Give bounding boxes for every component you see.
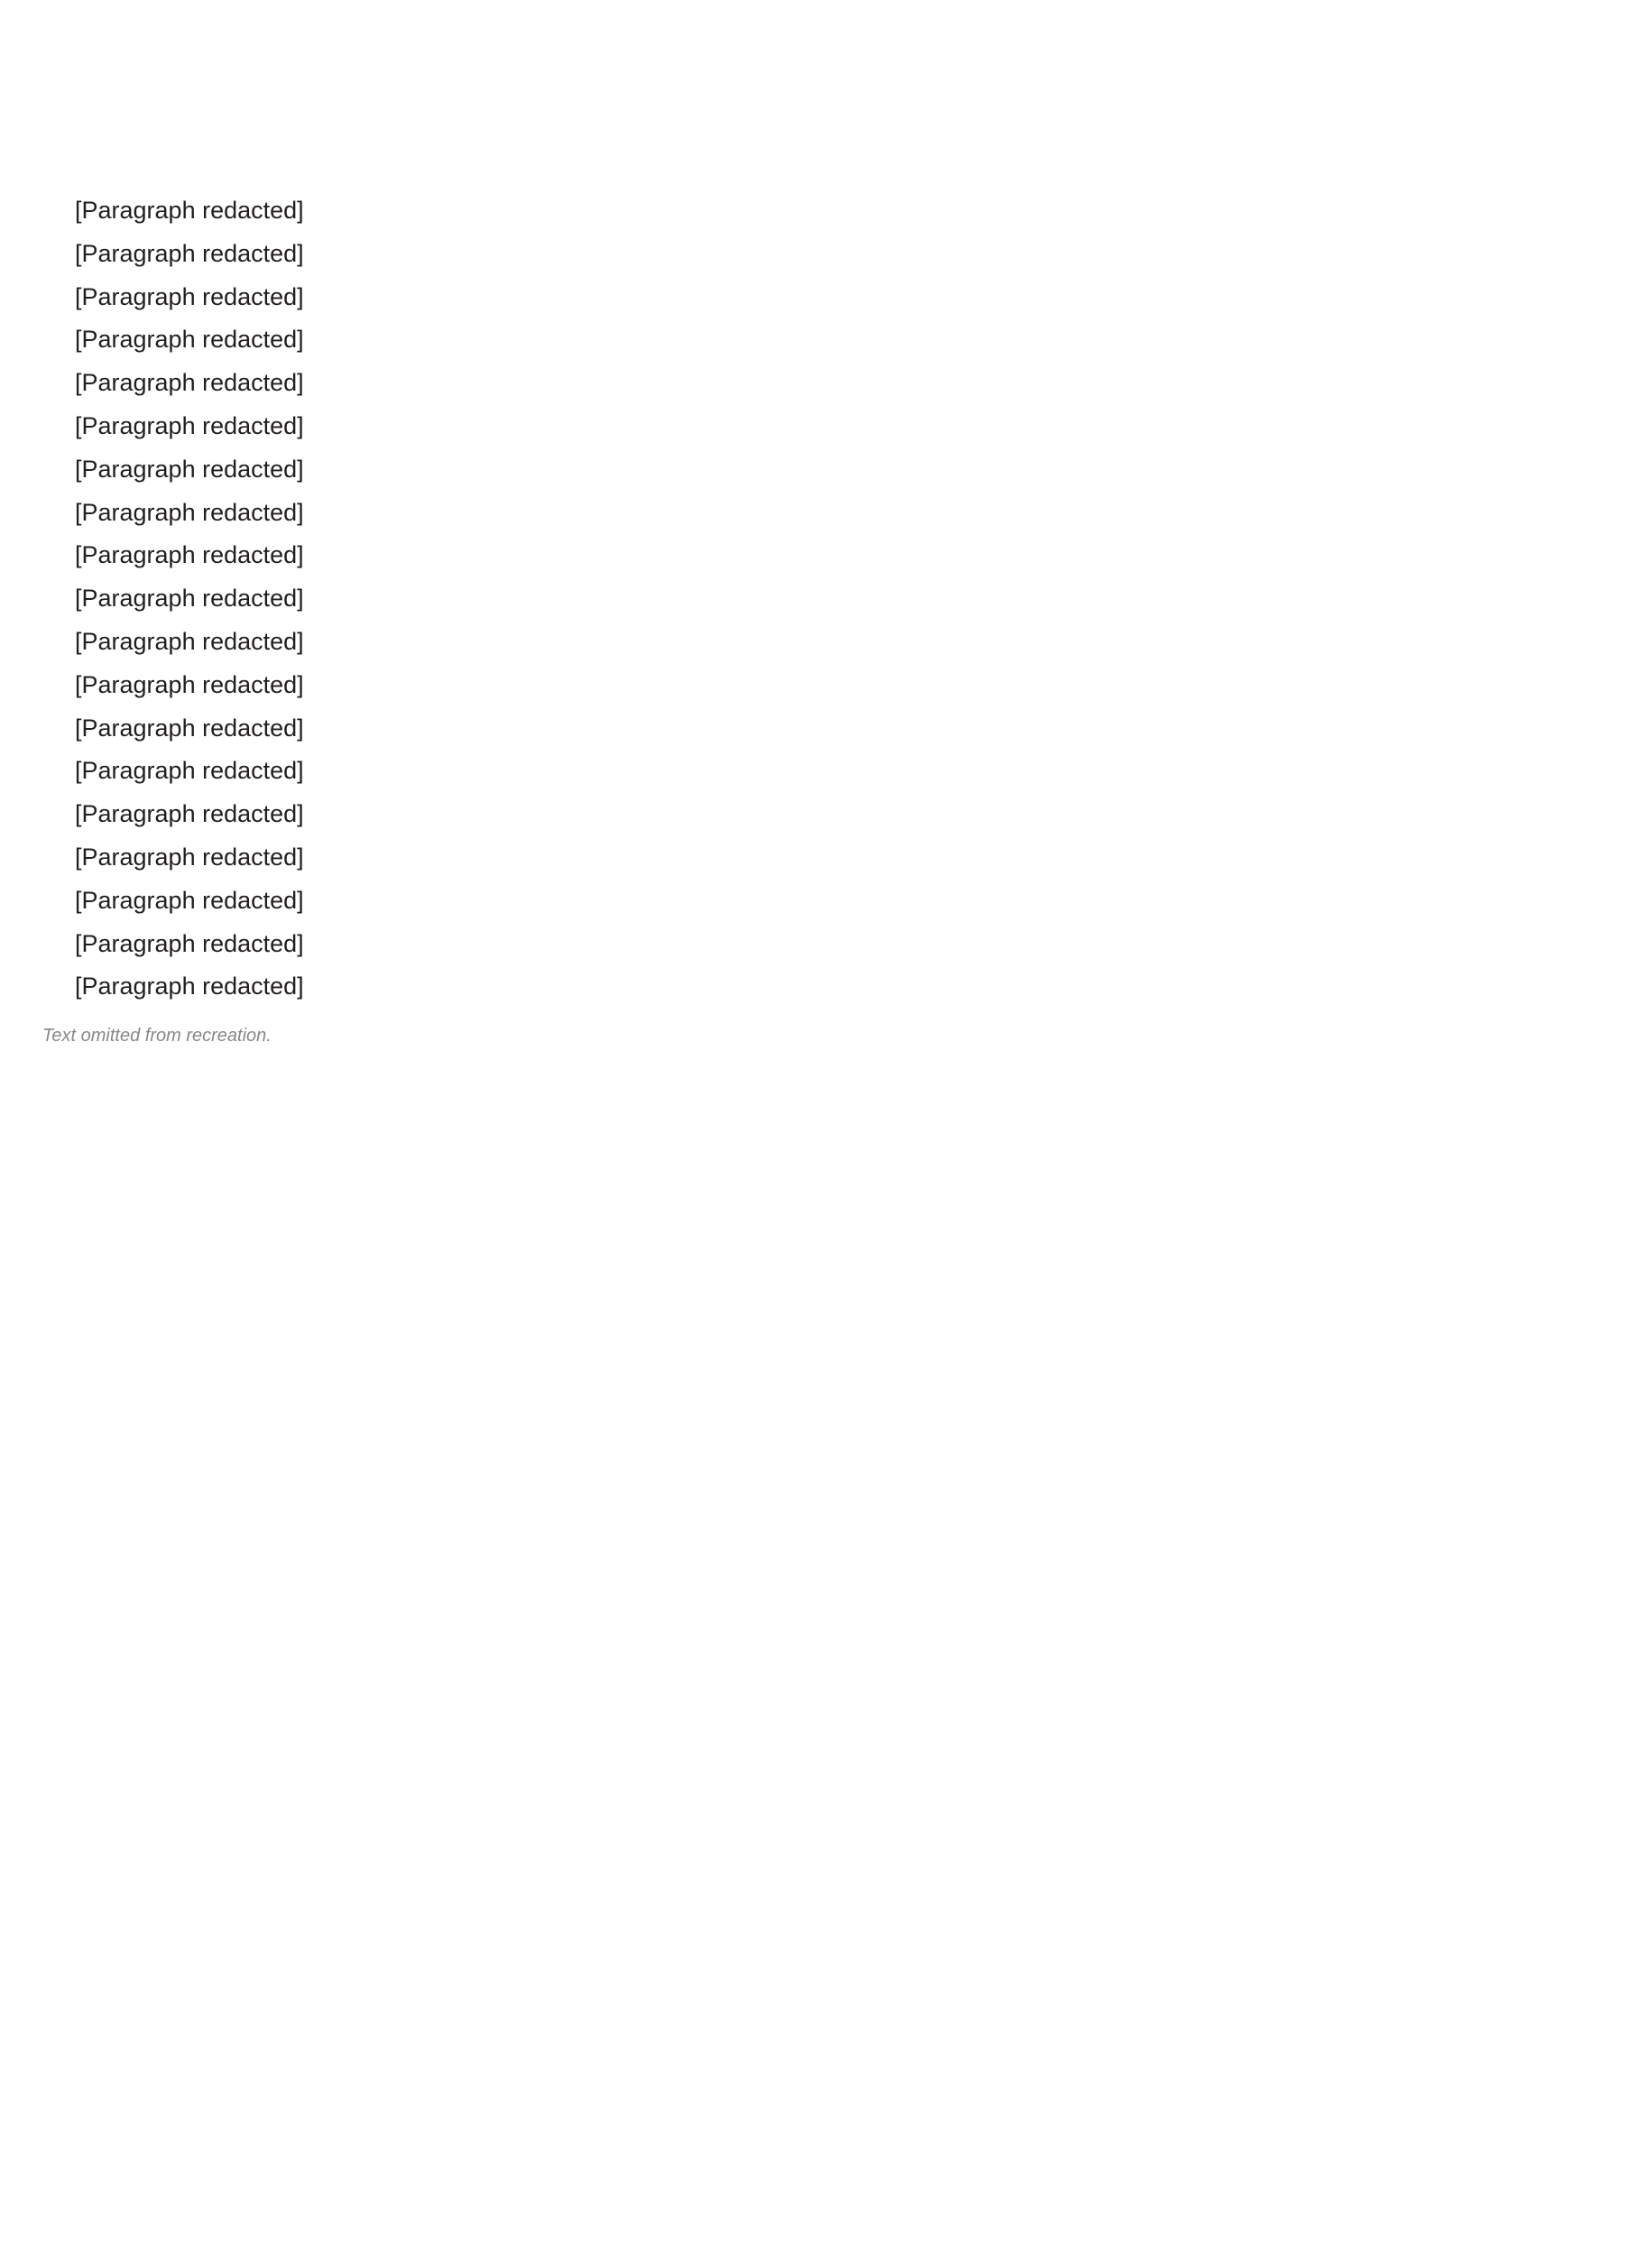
novel-paragraph: [Paragraph redacted] — [75, 541, 304, 569]
novel-paragraph: [Paragraph redacted] — [75, 843, 304, 871]
novel-paragraph: [Paragraph redacted] — [75, 239, 304, 267]
novel-paragraph: [Paragraph redacted] — [75, 800, 304, 828]
novel-paragraph: [Paragraph redacted] — [75, 585, 304, 613]
novel-paragraph: [Paragraph redacted] — [75, 886, 304, 914]
novel-text-block — [42, 194, 1583, 1004]
novel-paragraph: [Paragraph redacted] — [75, 455, 304, 483]
novel-paragraph: [Paragraph redacted] — [75, 714, 304, 742]
novel-paragraph: [Paragraph redacted] — [75, 757, 304, 785]
novel-paragraph: [Paragraph redacted] — [75, 929, 304, 957]
redaction-note: Text omitted from recreation. — [42, 1026, 272, 1046]
novel-paragraph: [Paragraph redacted] — [75, 670, 304, 698]
novel-paragraph: [Paragraph redacted] — [75, 627, 304, 655]
novel-paragraph: [Paragraph redacted] — [75, 326, 304, 354]
novel-paragraph: [Paragraph redacted] — [75, 973, 304, 1000]
novel-paragraph: [Paragraph redacted] — [75, 197, 304, 224]
novel-paragraph: [Paragraph redacted] — [75, 411, 304, 439]
novel-paragraph: [Paragraph redacted] — [75, 282, 304, 310]
novel-paragraph: [Paragraph redacted] — [75, 498, 304, 526]
novel-paragraph: [Paragraph redacted] — [75, 369, 304, 397]
